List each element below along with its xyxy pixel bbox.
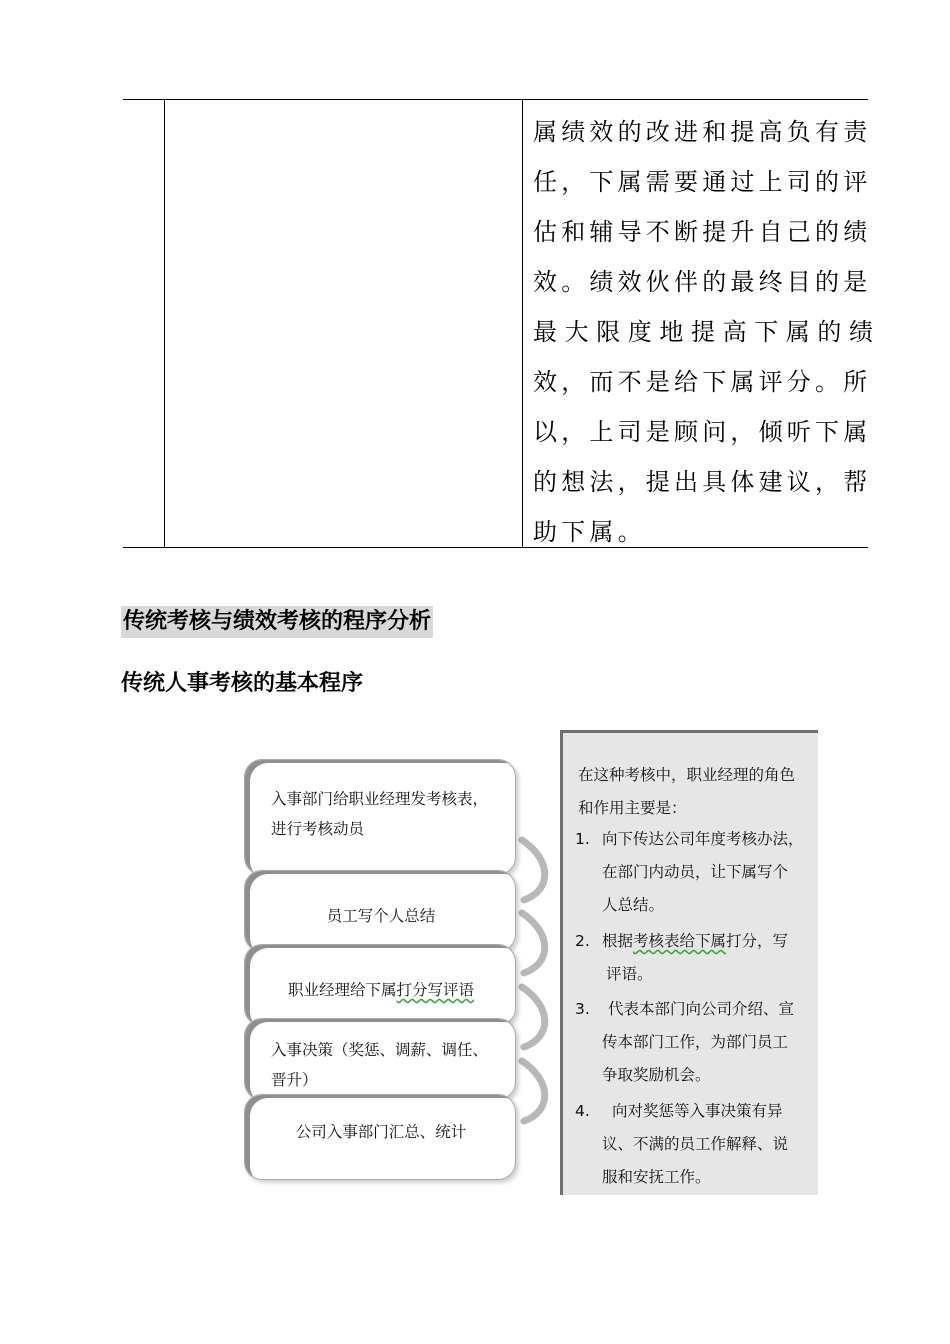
text-line: 以，上司是顾问，倾听下属	[533, 418, 872, 446]
step-text: 职业经理给下属	[287, 981, 397, 999]
note-text: 议、不满的员工作解释、说	[602, 1135, 789, 1153]
note-text: 在部门内动员，让下属写个	[602, 863, 789, 881]
table-column-divider	[522, 99, 523, 548]
note-text: 争取奖励机会。	[602, 1066, 711, 1084]
text-line: 效。绩效伙伴的最终目的是	[533, 268, 872, 296]
note-text: 和作用主要是：	[578, 799, 687, 817]
step-text: 公司入事部门汇总、统计	[295, 1123, 467, 1141]
step-text: 入事部门给职业经理发考核表，	[271, 790, 489, 808]
text-line: 的想法，提出具体建议，帮	[533, 468, 872, 496]
note-text: 服和安抚工作。	[602, 1168, 711, 1186]
step-text: 进行考核动员	[271, 820, 365, 838]
note-text: 考核表给下属	[633, 932, 727, 950]
process-flowchart	[240, 755, 550, 1185]
text-line: 任，下属需要通过上司的评	[533, 168, 872, 196]
item-number: 1.	[575, 830, 590, 848]
step-text: 员工写个人总结	[326, 907, 436, 925]
note-intro	[578, 759, 814, 825]
table-column-divider	[164, 99, 165, 548]
text-line: 估和辅导不断提升自己的绩	[533, 218, 872, 246]
flow-step-4	[244, 1018, 516, 1100]
note-text: 传本部门工作，为部门员工	[602, 1033, 789, 1051]
note-text: 评语。	[606, 965, 653, 983]
note-text: 根据	[602, 932, 634, 950]
table-top-border	[123, 99, 868, 100]
flow-step-1	[244, 759, 516, 875]
note-text: 代表本部门向公司介绍、宣	[608, 1000, 795, 1018]
step-text: 晋升）	[271, 1071, 318, 1089]
table-cell-text	[533, 107, 881, 557]
text-line: 效，而不是给下属评分。所	[533, 368, 872, 396]
note-text: 在这种考核中，职业经理的角色	[578, 766, 796, 784]
text-line: 属绩效的改进和提高负有责	[533, 118, 872, 146]
item-number: 2.	[575, 932, 590, 950]
text-line: 助下属。	[533, 518, 646, 546]
note-text: 向下传达公司年度考核办法，	[602, 830, 804, 848]
text-line: 最大限度地提高下属的绩	[533, 318, 881, 346]
step-text: 打分写评语	[396, 981, 475, 999]
note-text: 人总结。	[602, 896, 665, 914]
section-heading: 传统考核与绩效考核的程序分析	[121, 606, 433, 638]
role-note-box	[560, 730, 818, 1195]
flow-step-2	[244, 870, 516, 952]
note-text: 向对奖惩等入事决策有异	[612, 1102, 783, 1120]
item-number: 3.	[575, 1000, 590, 1018]
flow-step-3	[244, 944, 516, 1026]
table-fragment	[123, 99, 881, 548]
item-number: 4.	[575, 1102, 590, 1120]
flow-step-5	[244, 1094, 516, 1180]
note-text: 打分，写	[726, 932, 789, 950]
step-text: 入事决策（奖惩、调薪、调任、	[271, 1041, 489, 1059]
subsection-heading: 传统人事考核的基本程序	[121, 671, 364, 696]
